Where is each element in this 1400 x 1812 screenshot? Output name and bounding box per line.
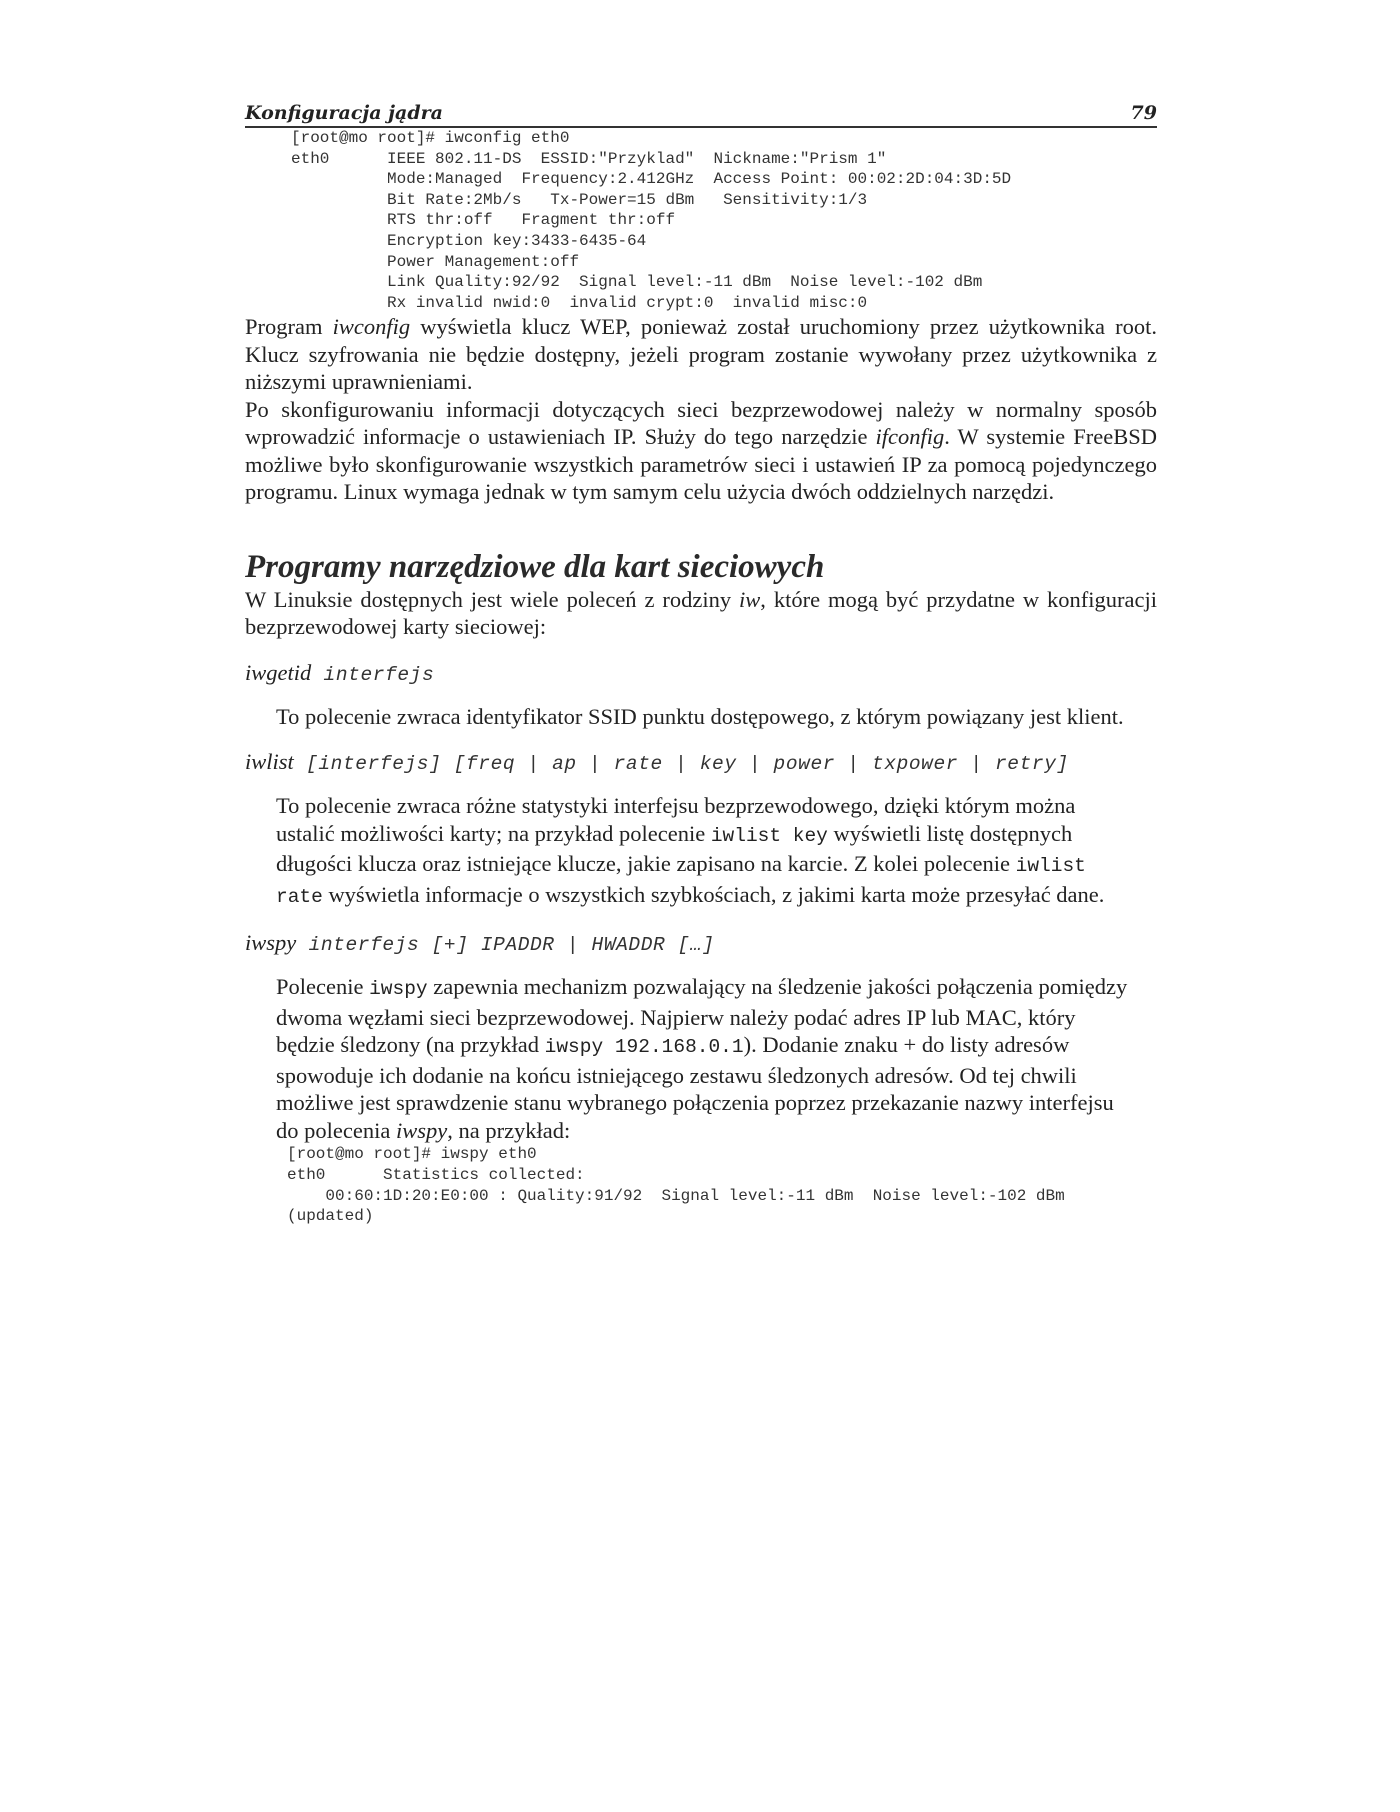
running-header — [245, 96, 1157, 128]
inline-code: iwspy 192.168.0.1 — [544, 1036, 744, 1059]
inline-code: iwlist rate — [276, 855, 1086, 908]
page-number: 79 — [1130, 102, 1157, 124]
command-term-iwspy: iwspy interfejs [+] IPADDR | HWADDR […] — [245, 930, 715, 957]
iwspy-output-code: [root@mo root]# iwspy eth0 eth0 Statistics collected: 00:60:1D:20:E0:00 : Quality:91/92 Signal level:-11 dBm Noise level:-102 dBm (updated) — [287, 1145, 1065, 1226]
iwspy-term: iwspy — [395, 1117, 448, 1143]
chapter-title: Konfiguracja jądra — [245, 102, 443, 124]
section-heading: Programy narzędziowe dla kart sieciowych — [245, 548, 825, 585]
paragraph-iwconfig: Program iwconfig wyświetla klucz WEP, ponieważ został uruchomiony przez użytkownika root. Klucz szyfrowania nie będzie dostępny, jeżeli program zostanie wywołany przez użytkownika z niższymi uprawnieniami. — [245, 314, 1157, 395]
command-list — [245, 659, 1157, 1227]
inline-code: iwspy — [369, 978, 428, 1001]
paragraph-ifconfig: Po skonfigurowaniu informacji dotyczących sieci bezprzewodowej należy w normalny sposób wprowadzić informacje o ustawieniach IP. Służy do tego narzędzie ifconfig. W systemie FreeBSD możliwe było skonfigurowanie wszystkich parametrów sieci i ustawień IP za pomocą pojedynczego programu. Linux wymaga jednak w tym samym celu użycia dwóch oddzielnych narzędzi. — [245, 396, 1157, 505]
command-term-iwlist: iwlist [interfejs] [freq | ap | rate | key | power | txpower | retry] — [245, 749, 1069, 776]
command-term-iwgetid: iwgetid interfejs — [245, 659, 435, 686]
iwconfig-term: iwconfig — [332, 314, 411, 340]
paragraph-iw-intro: W Linuksie dostępnych jest wiele poleceń z rodziny iw, które mogą być przydatne w konfiguracji bezprzewodowej karty sieciowej: — [245, 586, 1158, 640]
command-description-iwspy: Polecenie iwspy zapewnia mechanizm pozwalający na śledzenie jakości połączenia pomiędzy dwoma węzłami sieci bezprzewodowej. Najpierw należy podać adres IP lub MAC, który będzie śledzony (na przykład iwspy 192.168.0.1). Dodanie znaku + do listy adresów spowoduje ich dodanie na końcu istniejącego zestawu śledzonych adresów. Od tej chwili możliwe jest sprawdzenie stanu wybranego połączenia poprzez przekazanie nazwy interfejsu do polecenia iwspy, na przykład: [root@mo root]# iwspy eth0 eth0 Statistics collected: 00:60:1D:20:E0:00 : Quality:91/92 Signal level:-11 dBm Noise level:-102 dBm (updated) — [276, 973, 1134, 1226]
book-page — [245, 96, 1157, 1227]
ifconfig-term: ifconfig — [875, 424, 945, 450]
iw-term: iw — [739, 586, 761, 612]
inline-code: iwlist key — [710, 824, 828, 847]
command-description-iwgetid: To polecenie zwraca identyfikator SSID punktu dostępowego, z którym powiązany jest klient. — [276, 703, 1124, 729]
command-description-iwlist: To polecenie zwraca różne statystyki interfejsu bezprzewodowego, dzięki którym można ustalić możliwości karty; na przykład polecenie iwlist key wyświetli listę dostępnych długości klucza oraz istniejące klucze, jakie zapisano na karcie. Z kolei polecenie iwlist rate wyświetla informacje o wszystkich szybkościach, z jakimi karta może przesyłać dane. — [276, 793, 1105, 908]
iwconfig-output-code: [root@mo root]# iwconfig eth0 eth0 IEEE 802.11-DS ESSID:"Przyklad" Nickname:"Prism 1" Mode:Managed Frequency:2.412GHz Access Point: 00:02:2D:04:3D:5D Bit Rate:2Mb/s Tx-Power=15 dBm Sensitivity:1/3 RTS thr:off Fragment thr:off Encryption key:3433-6435-64 Power Management:off Link Quality:92/92 Signal level:-11 dBm Noise level:-102 dBm Rx invalid nwid:0 invalid crypt:0 invalid misc:0 — [291, 129, 1012, 312]
